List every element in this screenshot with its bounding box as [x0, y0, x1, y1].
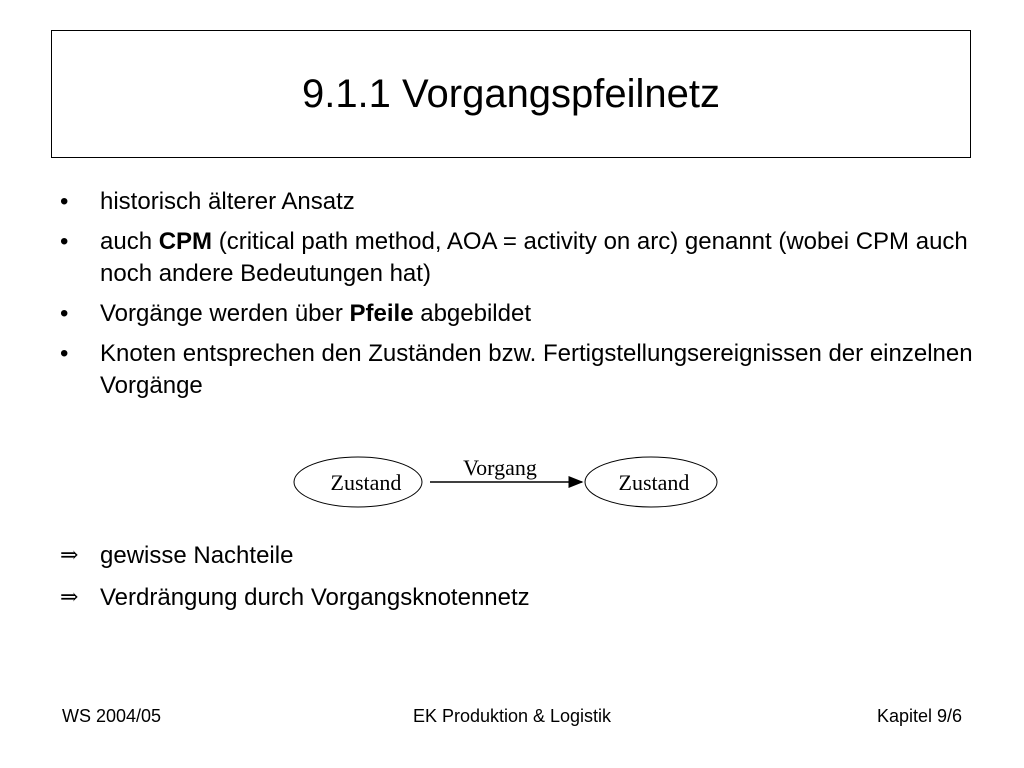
state-node-right-label: Zustand — [618, 470, 690, 495]
bullet-text — [100, 340, 973, 399]
conclusion-text: Verdrängung durch Vorgangsknotennetz — [100, 584, 530, 611]
state-node-left-label: Zustand — [330, 470, 402, 495]
bullet-text-pre: Knoten entsprechen den Zuständen bzw. Fertigstellungsereignissen der einzelnen Vorgänge — [100, 340, 973, 399]
footer-chapter: Kapitel 9/6 — [876, 706, 962, 726]
bullet-dot: • — [60, 188, 69, 215]
implies-arrow-icon: ⇒ — [60, 543, 79, 568]
bullet-text-bold: CPM — [158, 228, 213, 255]
conclusion-list — [60, 540, 530, 624]
bullet-text-bold: Pfeile — [349, 300, 414, 327]
bullet-text — [100, 188, 355, 215]
state-diagram — [290, 450, 730, 520]
bullet-text-pre: Vorgänge werden über — [100, 300, 350, 327]
bullet-dot: • — [60, 300, 69, 327]
bullet-dot: • — [60, 228, 69, 255]
bullet-text — [100, 300, 531, 327]
bullet-item — [60, 298, 980, 330]
title-box — [51, 30, 971, 158]
bullet-text-pre: historisch älterer Ansatz — [100, 188, 355, 215]
bullet-item — [60, 226, 980, 290]
conclusion-item — [60, 540, 530, 572]
slide-title: 9.1.1 Vorgangspfeilnetz — [301, 71, 721, 116]
bullet-text-pre: auch — [100, 228, 159, 255]
bullet-text — [100, 228, 968, 287]
conclusion-item — [60, 582, 530, 614]
footer-semester: WS 2004/05 — [62, 706, 162, 726]
bullet-dot: • — [60, 340, 69, 367]
implies-arrow-icon: ⇒ — [60, 585, 79, 610]
footer-course: EK Produktion & Logistik — [412, 706, 612, 726]
bullet-item — [60, 338, 980, 402]
activity-arrow-label: Vorgang — [463, 455, 537, 480]
bullet-list — [60, 186, 980, 410]
bullet-item — [60, 186, 980, 218]
conclusion-text: gewisse Nachteile — [100, 542, 294, 569]
bullet-text-post: abgebildet — [413, 300, 531, 327]
bullet-text-post: (critical path method, AOA = activity on arc) genannt (wobei CPM auch noch andere Bedeutungen hat) — [100, 228, 968, 287]
